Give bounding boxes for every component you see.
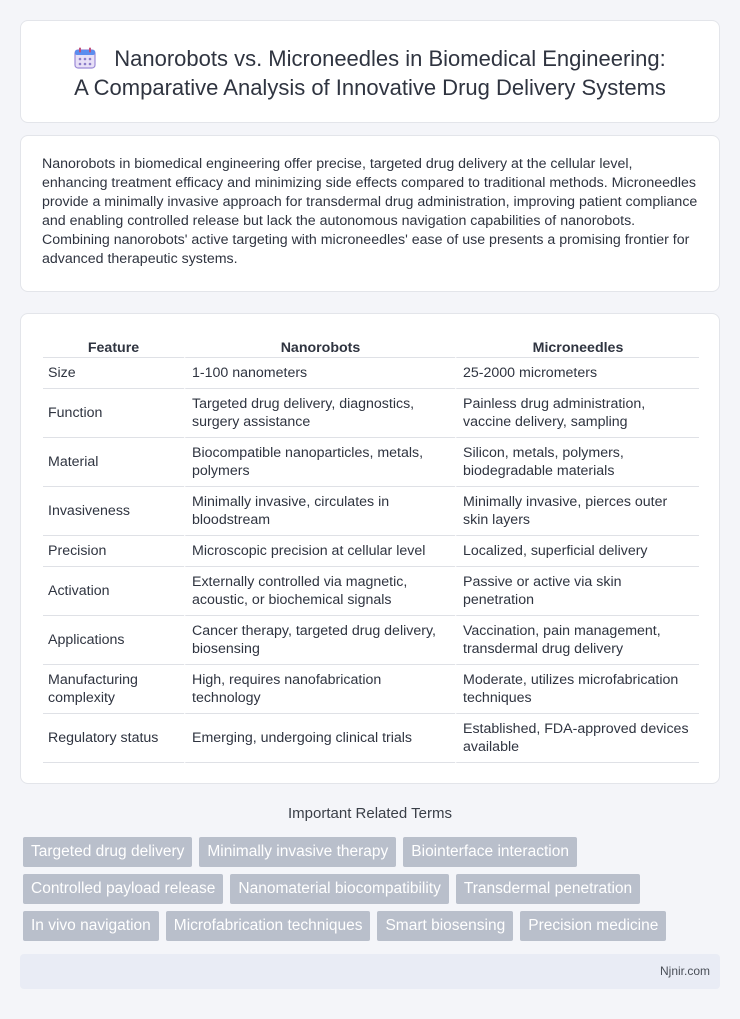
nanorobots-cell: Minimally invasive, circulates in bloodstream <box>184 487 455 536</box>
table-row <box>43 358 699 389</box>
microneedles-cell: Established, FDA-approved devices available <box>455 714 699 763</box>
comparison-table <box>43 334 699 763</box>
table-header-row <box>43 334 699 358</box>
microneedles-cell: Silicon, metals, polymers, biodegradable materials <box>455 438 699 487</box>
tag-minimally-invasive-therapy[interactable]: Minimally invasive therapy <box>199 837 396 867</box>
table-row <box>43 616 699 665</box>
tag-row <box>23 911 703 941</box>
table-row <box>43 487 699 536</box>
header-feature: Feature <box>43 334 184 358</box>
title-line-1: Nanorobots vs. Microneedles in Biomedical Engineering: <box>114 46 666 71</box>
table-row <box>43 536 699 567</box>
feature-cell: Applications <box>43 616 184 665</box>
page-title <box>21 44 719 102</box>
tag-in-vivo-navigation[interactable]: In vivo navigation <box>23 911 159 941</box>
table-row <box>43 567 699 616</box>
tag-biointerface-interaction[interactable]: Biointerface interaction <box>403 837 577 867</box>
footer-site-link[interactable]: Njnir.com <box>659 964 710 978</box>
tag-controlled-payload-release[interactable]: Controlled payload release <box>23 874 223 904</box>
intro-paragraph: Nanorobots in biomedical engineering offer precise, targeted drug delivery at the cellular level, enhancing treatment efficacy and minimizing side effects compared to traditional methods. Microneedles provide a minimally invasive approach for transdermal drug administration, improving patient compliance and enabling controlled release but lack the autonomous navigation capabilities of nanorobots. Combining nanorobots' active targeting with microneedles' ease of use presents a promising frontier for advanced therapeutic systems. <box>42 156 698 267</box>
tag-smart-biosensing[interactable]: Smart biosensing <box>377 911 513 941</box>
nanorobots-cell: Biocompatible nanoparticles, metals, polymers <box>184 438 455 487</box>
tag-row <box>23 874 703 904</box>
feature-cell: Regulatory status <box>43 714 184 763</box>
microneedles-cell: Passive or active via skin penetration <box>455 567 699 616</box>
microneedles-cell: Painless drug administration, vaccine delivery, sampling <box>455 389 699 438</box>
nanorobots-cell: Externally controlled via magnetic, acoustic, or biochemical signals <box>184 567 455 616</box>
microneedles-cell: Vaccination, pain management, transdermal drug delivery <box>455 616 699 665</box>
feature-cell: Invasiveness <box>43 487 184 536</box>
feature-cell: Size <box>43 358 184 389</box>
feature-cell: Manufacturing complexity <box>43 665 184 714</box>
table-row <box>43 665 699 714</box>
tag-row <box>23 837 703 867</box>
microneedles-cell: 25-2000 micrometers <box>455 358 699 389</box>
nanorobots-cell: 1-100 nanometers <box>184 358 455 389</box>
table-row <box>43 389 699 438</box>
comparison-card <box>20 313 720 784</box>
header-nanorobots: Nanorobots <box>184 334 455 358</box>
header-microneedles: Microneedles <box>455 334 699 358</box>
related-terms-list <box>23 837 703 948</box>
feature-cell: Activation <box>43 567 184 616</box>
table-row <box>43 438 699 487</box>
microneedles-cell: Localized, superficial delivery <box>455 536 699 567</box>
feature-cell: Precision <box>43 536 184 567</box>
feature-cell: Function <box>43 389 184 438</box>
microneedles-cell: Minimally invasive, pierces outer skin layers <box>455 487 699 536</box>
nanorobots-cell: Targeted drug delivery, diagnostics, surgery assistance <box>184 389 455 438</box>
related-terms-heading: Important Related Terms <box>288 805 452 822</box>
footer <box>20 954 720 989</box>
tag-transdermal-penetration[interactable]: Transdermal penetration <box>456 874 640 904</box>
title-card <box>20 20 720 123</box>
feature-cell: Material <box>43 438 184 487</box>
microneedles-cell: Moderate, utilizes microfabrication techniques <box>455 665 699 714</box>
intro-card <box>20 135 720 292</box>
tag-targeted-drug-delivery[interactable]: Targeted drug delivery <box>23 837 192 867</box>
title-line-2: A Comparative Analysis of Innovative Drug Delivery Systems <box>74 75 666 100</box>
nanorobots-cell: Emerging, undergoing clinical trials <box>184 714 455 763</box>
calendar-icon <box>74 47 96 69</box>
tag-microfabrication-techniques[interactable]: Microfabrication techniques <box>166 911 371 941</box>
tag-precision-medicine[interactable]: Precision medicine <box>520 911 666 941</box>
tag-nanomaterial-biocompatibility[interactable]: Nanomaterial biocompatibility <box>230 874 448 904</box>
nanorobots-cell: High, requires nanofabrication technology <box>184 665 455 714</box>
nanorobots-cell: Cancer therapy, targeted drug delivery, biosensing <box>184 616 455 665</box>
table-row <box>43 714 699 763</box>
nanorobots-cell: Microscopic precision at cellular level <box>184 536 455 567</box>
